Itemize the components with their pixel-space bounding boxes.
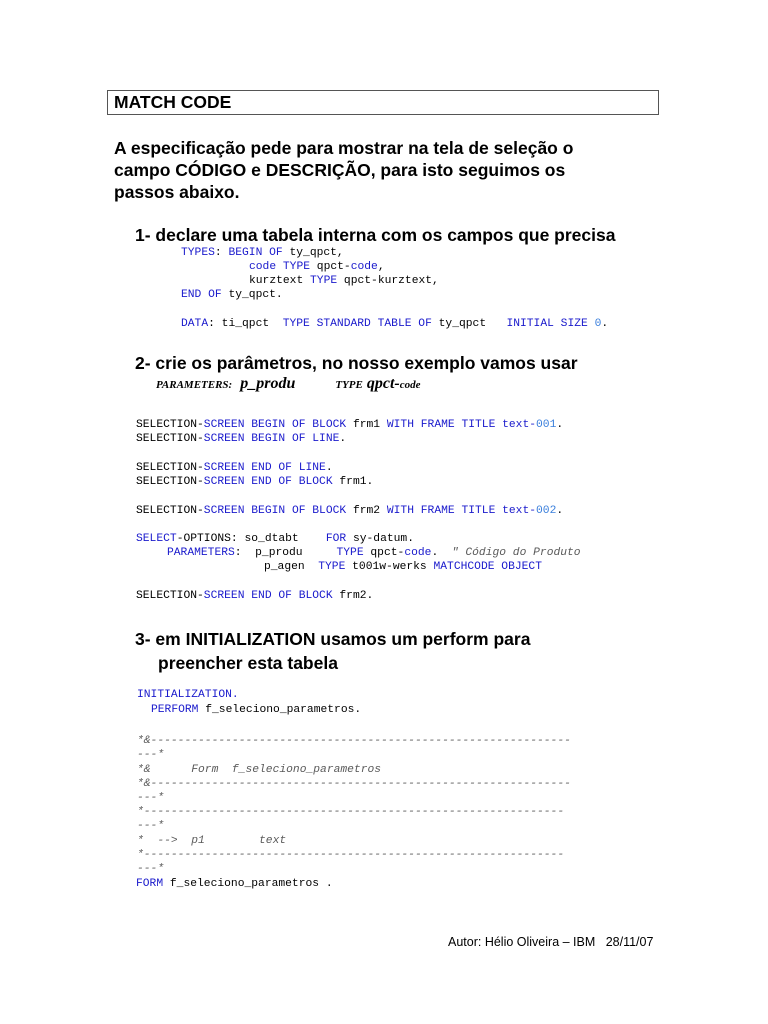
- comment-line: *--------------------------------------------------------------: [137, 806, 565, 818]
- comment-line: * --> p1 text: [137, 835, 287, 847]
- code-line: SELECTION-SCREEN BEGIN OF BLOCK frm2 WITH FRAME TITLE text-002.: [136, 505, 564, 517]
- code-line: SELECTION-SCREEN END OF BLOCK frm2.: [136, 590, 374, 602]
- code-line: SELECT-OPTIONS: so_dtabt FOR sy-datum.: [136, 533, 414, 545]
- code-line: kurztext TYPE qpct-kurztext,: [249, 275, 439, 287]
- code-line: END OF ty_qpct.: [181, 289, 283, 301]
- comment-line: *--------------------------------------------------------------: [137, 849, 565, 861]
- comment-line: *&--------------------------------------------------------------: [137, 735, 571, 747]
- code-line: PERFORM f_seleciono_parametros.: [151, 704, 362, 716]
- footer-author: Autor: Hélio Oliveira – IBM 28/11/07: [448, 935, 654, 949]
- comment-line: ---*: [137, 863, 165, 875]
- step3-heading-line-1: 3- em INITIALIZATION usamos um perform para: [135, 629, 531, 649]
- code-line: TYPES: BEGIN OF ty_qpct,: [181, 247, 344, 259]
- code-line: SELECTION-SCREEN END OF LINE.: [136, 462, 333, 474]
- step1-heading: 1- declare uma tabela interna com os campos que precisa: [135, 225, 616, 245]
- code-line: SELECTION-SCREEN BEGIN OF LINE.: [136, 433, 347, 445]
- intro-line-3: passos abaixo.: [114, 182, 240, 202]
- comment-line: ---*: [137, 792, 165, 804]
- code-line: SELECTION-SCREEN END OF BLOCK frm1.: [136, 476, 374, 488]
- code-line: p_agen TYPE t001w-werks MATCHCODE OBJECT: [264, 561, 542, 573]
- code-line: SELECTION-SCREEN BEGIN OF BLOCK frm1 WITH FRAME TITLE text-001.: [136, 419, 564, 431]
- code-line: DATA: ti_qpct TYPE STANDARD TABLE OF ty_qpct INITIAL SIZE 0.: [181, 318, 609, 330]
- code-line: INITIALIZATION.: [137, 689, 239, 701]
- step2-heading: 2- crie os parâmetros, no nosso exemplo vamos usar: [135, 353, 578, 373]
- intro-line-1: A especificação pede para mostrar na tela de seleção o: [114, 138, 574, 158]
- intro-line-2: campo CÓDIGO e DESCRIÇÃO, para isto seguimos os: [114, 160, 566, 180]
- comment-line: *&--------------------------------------------------------------: [137, 778, 571, 790]
- code-line: PARAMETERS: p_produ TYPE qpct-code. " Código do Produto: [167, 547, 581, 559]
- step3-heading-line-2: preencher esta tabela: [158, 653, 338, 673]
- comment-line: *& Form f_seleciono_parametros: [137, 764, 382, 776]
- code-line: code TYPE qpct-code,: [249, 261, 385, 273]
- page-title: MATCH CODE: [114, 92, 232, 112]
- comment-line: ---*: [137, 820, 165, 832]
- comment-line: ---*: [137, 749, 165, 761]
- parameters-example: PARAMETERS: p_produ TYPE qpct-code: [156, 375, 421, 392]
- code-line: FORM f_seleciono_parametros .: [136, 878, 333, 890]
